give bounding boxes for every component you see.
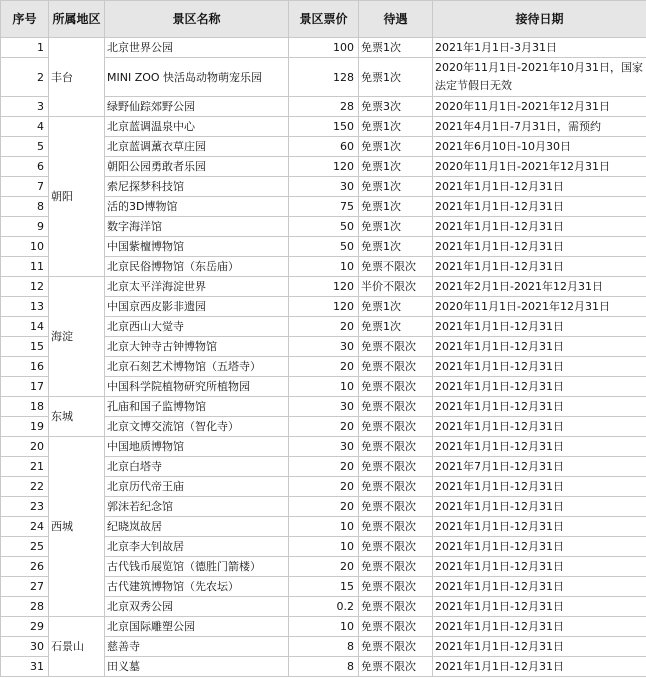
- row-treatment: 免票不限次: [359, 477, 433, 497]
- row-name: 活的3D博物馆: [105, 197, 289, 217]
- row-price: 10: [289, 617, 359, 637]
- row-date: 2020年11月1日-2021年12月31日: [433, 157, 646, 177]
- row-no: 13: [1, 297, 49, 317]
- row-price: 50: [289, 237, 359, 257]
- district-cell: 海淀: [49, 277, 105, 397]
- row-treatment: 免票不限次: [359, 537, 433, 557]
- row-treatment: 免票不限次: [359, 577, 433, 597]
- row-date: 2021年1月1日-12月31日: [433, 257, 646, 277]
- row-name: 北京世界公园: [105, 38, 289, 58]
- row-name: 北京石刻艺术博物馆（五塔寺）: [105, 357, 289, 377]
- row-date: 2021年1月1日-12月31日: [433, 337, 646, 357]
- row-name: 数字海洋馆: [105, 217, 289, 237]
- row-name: 中国京西皮影非遗园: [105, 297, 289, 317]
- row-price: 20: [289, 357, 359, 377]
- row-treatment: 半价不限次: [359, 277, 433, 297]
- row-price: 120: [289, 297, 359, 317]
- header-treatment: 待遇: [359, 1, 433, 38]
- district-cell: 丰台: [49, 38, 105, 117]
- row-date: 2021年1月1日-12月31日: [433, 377, 646, 397]
- district-cell: 石景山: [49, 617, 105, 677]
- row-date: 2021年6月10日-10月30日: [433, 137, 646, 157]
- row-no: 28: [1, 597, 49, 617]
- table-row: [1, 117, 646, 137]
- row-no: 24: [1, 517, 49, 537]
- row-no: 19: [1, 417, 49, 437]
- row-treatment: 免票不限次: [359, 257, 433, 277]
- row-price: 60: [289, 137, 359, 157]
- row-treatment: 免票1次: [359, 317, 433, 337]
- row-treatment: 免票1次: [359, 217, 433, 237]
- row-no: 18: [1, 397, 49, 417]
- row-price: 20: [289, 317, 359, 337]
- row-treatment: 免票3次: [359, 97, 433, 117]
- row-date: 2021年1月1日-12月31日: [433, 177, 646, 197]
- row-price: 10: [289, 377, 359, 397]
- row-price: 30: [289, 177, 359, 197]
- row-price: 120: [289, 277, 359, 297]
- row-date: 2021年1月1日-12月31日: [433, 317, 646, 337]
- row-no: 6: [1, 157, 49, 177]
- row-date: 2021年1月1日-12月31日: [433, 657, 646, 677]
- row-name: 北京大钟寺古钟博物馆: [105, 337, 289, 357]
- row-name: 北京太平洋海淀世界: [105, 277, 289, 297]
- district-cell: 东城: [49, 397, 105, 437]
- row-price: 100: [289, 38, 359, 58]
- row-no: 9: [1, 217, 49, 237]
- row-name: 中国地质博物馆: [105, 437, 289, 457]
- row-no: 20: [1, 437, 49, 457]
- row-treatment: 免票不限次: [359, 457, 433, 477]
- row-date: 2021年1月1日-12月31日: [433, 597, 646, 617]
- row-no: 27: [1, 577, 49, 597]
- header-row: [1, 1, 646, 38]
- row-no: 25: [1, 537, 49, 557]
- row-price: 28: [289, 97, 359, 117]
- row-no: 21: [1, 457, 49, 477]
- row-date: 2021年1月1日-12月31日: [433, 497, 646, 517]
- row-treatment: 免票1次: [359, 38, 433, 58]
- row-name: 北京白塔寺: [105, 457, 289, 477]
- row-no: 3: [1, 97, 49, 117]
- row-name: 索尼探梦科技馆: [105, 177, 289, 197]
- row-no: 16: [1, 357, 49, 377]
- row-date: 2021年1月1日-12月31日: [433, 237, 646, 257]
- row-no: 11: [1, 257, 49, 277]
- row-price: 8: [289, 657, 359, 677]
- row-no: 26: [1, 557, 49, 577]
- row-date: 2020年11月1日-2021年10月31日，国家法定节假日无效: [433, 58, 646, 97]
- row-name: 北京双秀公园: [105, 597, 289, 617]
- row-treatment: 免票1次: [359, 157, 433, 177]
- row-date: 2021年1月1日-12月31日: [433, 537, 646, 557]
- row-name: 朝阳公园勇敢者乐园: [105, 157, 289, 177]
- row-price: 10: [289, 257, 359, 277]
- row-date: 2021年1月1日-12月31日: [433, 617, 646, 637]
- row-price: 20: [289, 497, 359, 517]
- row-name: 郭沫若纪念馆: [105, 497, 289, 517]
- row-price: 10: [289, 537, 359, 557]
- row-name: 中国紫檀博物馆: [105, 237, 289, 257]
- row-treatment: 免票1次: [359, 58, 433, 97]
- row-name: 北京西山大觉寺: [105, 317, 289, 337]
- table-row: [1, 277, 646, 297]
- row-price: 150: [289, 117, 359, 137]
- row-date: 2021年7月1日-12月31日: [433, 457, 646, 477]
- table-row: [1, 397, 646, 417]
- row-date: 2021年1月1日-3月31日: [433, 38, 646, 58]
- row-treatment: 免票不限次: [359, 657, 433, 677]
- row-date: 2021年2月1日-2021年12月31日: [433, 277, 646, 297]
- row-treatment: 免票不限次: [359, 637, 433, 657]
- row-treatment: 免票不限次: [359, 437, 433, 457]
- table-row: [1, 38, 646, 58]
- row-no: 22: [1, 477, 49, 497]
- row-treatment: 免票1次: [359, 177, 433, 197]
- row-date: 2021年1月1日-12月31日: [433, 577, 646, 597]
- row-date: 2021年1月1日-12月31日: [433, 397, 646, 417]
- header-no: 序号: [1, 1, 49, 38]
- row-date: 2021年1月1日-12月31日: [433, 557, 646, 577]
- row-treatment: 免票不限次: [359, 377, 433, 397]
- row-treatment: 免票1次: [359, 197, 433, 217]
- row-name: 北京历代帝王庙: [105, 477, 289, 497]
- row-name: 慈善寺: [105, 637, 289, 657]
- row-name: 田义墓: [105, 657, 289, 677]
- row-price: 8: [289, 637, 359, 657]
- table-row: [1, 617, 646, 637]
- row-date: 2021年1月1日-12月31日: [433, 437, 646, 457]
- row-treatment: 免票不限次: [359, 417, 433, 437]
- row-no: 12: [1, 277, 49, 297]
- row-no: 14: [1, 317, 49, 337]
- row-name: 中国科学院植物研究所植物园: [105, 377, 289, 397]
- row-price: 75: [289, 197, 359, 217]
- row-name: MINI ZOO 快活岛动物萌宠乐园: [105, 58, 289, 97]
- table-row: [1, 437, 646, 457]
- row-price: 50: [289, 217, 359, 237]
- row-name: 北京蓝调温泉中心: [105, 117, 289, 137]
- row-treatment: 免票不限次: [359, 597, 433, 617]
- row-date: 2020年11月1日-2021年12月31日: [433, 97, 646, 117]
- row-price: 30: [289, 437, 359, 457]
- row-price: 20: [289, 477, 359, 497]
- row-name: 纪晓岚故居: [105, 517, 289, 537]
- header-date: 接待日期: [433, 1, 646, 38]
- row-treatment: 免票1次: [359, 137, 433, 157]
- row-no: 1: [1, 38, 49, 58]
- row-no: 31: [1, 657, 49, 677]
- row-no: 15: [1, 337, 49, 357]
- row-price: 120: [289, 157, 359, 177]
- row-treatment: 免票1次: [359, 297, 433, 317]
- row-treatment: 免票不限次: [359, 517, 433, 537]
- row-price: 20: [289, 557, 359, 577]
- row-name: 北京李大钊故居: [105, 537, 289, 557]
- header-price: 景区票价: [289, 1, 359, 38]
- row-treatment: 免票不限次: [359, 357, 433, 377]
- row-no: 7: [1, 177, 49, 197]
- row-no: 29: [1, 617, 49, 637]
- row-date: 2021年1月1日-12月31日: [433, 517, 646, 537]
- row-name: 孔庙和国子监博物馆: [105, 397, 289, 417]
- header-district: 所属地区: [49, 1, 105, 38]
- row-no: 2: [1, 58, 49, 97]
- row-treatment: 免票不限次: [359, 557, 433, 577]
- row-price: 20: [289, 417, 359, 437]
- row-date: 2021年1月1日-12月31日: [433, 197, 646, 217]
- row-date: 2021年1月1日-12月31日: [433, 417, 646, 437]
- row-price: 10: [289, 517, 359, 537]
- row-treatment: 免票不限次: [359, 497, 433, 517]
- row-treatment: 免票不限次: [359, 337, 433, 357]
- row-name: 北京国际雕塑公园: [105, 617, 289, 637]
- row-no: 17: [1, 377, 49, 397]
- row-price: 15: [289, 577, 359, 597]
- district-cell: 西城: [49, 437, 105, 617]
- row-name: 古代建筑博物馆（先农坛）: [105, 577, 289, 597]
- row-no: 4: [1, 117, 49, 137]
- row-no: 30: [1, 637, 49, 657]
- row-date: 2020年11月1日-2021年12月31日: [433, 297, 646, 317]
- row-name: 古代钱币展览馆（德胜门箭楼）: [105, 557, 289, 577]
- district-cell: 朝阳: [49, 117, 105, 277]
- row-date: 2021年1月1日-12月31日: [433, 477, 646, 497]
- row-no: 10: [1, 237, 49, 257]
- row-date: 2021年1月1日-12月31日: [433, 217, 646, 237]
- row-no: 23: [1, 497, 49, 517]
- row-price: 128: [289, 58, 359, 97]
- row-name: 北京文博交流馆（智化寺）: [105, 417, 289, 437]
- row-price: 30: [289, 397, 359, 417]
- row-price: 20: [289, 457, 359, 477]
- row-date: 2021年1月1日-12月31日: [433, 637, 646, 657]
- row-treatment: 免票不限次: [359, 617, 433, 637]
- row-price: 0.2: [289, 597, 359, 617]
- header-name: 景区名称: [105, 1, 289, 38]
- row-price: 30: [289, 337, 359, 357]
- row-date: 2021年1月1日-12月31日: [433, 357, 646, 377]
- row-date: 2021年4月1日-7月31日，需预约: [433, 117, 646, 137]
- row-name: 北京蓝调薰衣草庄园: [105, 137, 289, 157]
- row-treatment: 免票1次: [359, 237, 433, 257]
- row-treatment: 免票不限次: [359, 397, 433, 417]
- row-no: 5: [1, 137, 49, 157]
- row-name: 绿野仙踪郊野公园: [105, 97, 289, 117]
- row-name: 北京民俗博物馆（东岳庙）: [105, 257, 289, 277]
- row-treatment: 免票1次: [359, 117, 433, 137]
- row-no: 8: [1, 197, 49, 217]
